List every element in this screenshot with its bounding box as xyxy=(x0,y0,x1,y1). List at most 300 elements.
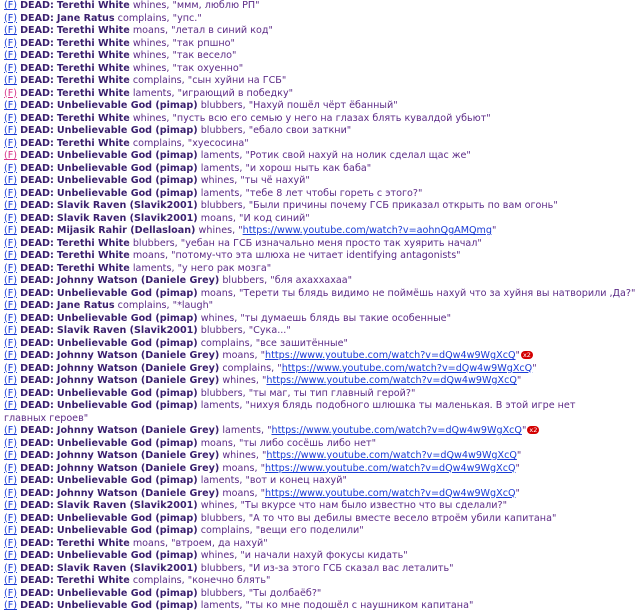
speaker-name: Johnny Watson (Daniele Grey) xyxy=(56,375,220,386)
dead-prefix: DEAD: xyxy=(20,200,54,211)
dead-prefix: DEAD: xyxy=(20,362,54,374)
dead-prefix: DEAD: xyxy=(20,300,54,311)
speaker-name: Terethi White xyxy=(56,75,130,86)
follow-link[interactable]: (F) xyxy=(4,587,18,599)
message-text: "ммм, люблю РП" xyxy=(172,0,260,11)
chat-message xyxy=(4,325,576,338)
message-text: "так охуенно" xyxy=(172,62,244,74)
chat-message xyxy=(4,225,576,238)
chat-message xyxy=(4,363,576,376)
dead-prefix: DEAD: xyxy=(20,475,54,486)
speaker-name: Unbelievable God (pimap) xyxy=(56,437,198,449)
dead-prefix: DEAD: xyxy=(20,525,54,536)
dead-prefix: DEAD: xyxy=(20,325,54,336)
speaker-name: Slavik Raven (Slavik2001) xyxy=(56,562,198,574)
chat-message xyxy=(4,200,576,213)
dead-prefix: DEAD: xyxy=(20,112,54,124)
message-text: "ты маг, ты тип главный герой?" xyxy=(248,387,416,399)
speech-verb: whines, xyxy=(200,175,238,186)
dead-prefix: DEAD: xyxy=(20,150,54,161)
dead-prefix: DEAD: xyxy=(20,250,54,261)
follow-link[interactable]: (F) xyxy=(4,350,18,361)
speech-verb: whines, xyxy=(200,500,238,511)
message-link[interactable]: https://www.youtube.com/watch?v=dQw4w9WgXcQ xyxy=(265,487,516,499)
follow-link[interactable]: (F) xyxy=(4,600,18,611)
speech-verb: blubbers, xyxy=(200,387,246,399)
message-text: "тебе 8 лет чтобы гореть с этого?" xyxy=(245,187,423,199)
dead-prefix: DEAD: xyxy=(20,50,54,61)
chat-message xyxy=(4,50,576,63)
speaker-name: Terethi White xyxy=(56,137,130,149)
speaker-name: Johnny Watson (Daniele Grey) xyxy=(56,362,220,374)
follow-link[interactable]: (F) xyxy=(4,500,18,511)
chat-message xyxy=(4,338,576,351)
chat-message xyxy=(4,250,576,263)
message-link[interactable]: https://www.youtube.com/watch?v=dQw4w9WgXcQ xyxy=(271,425,522,436)
chat-message xyxy=(4,475,576,488)
message-text: " xyxy=(262,375,267,386)
dead-prefix: DEAD: xyxy=(20,87,54,99)
chat-message xyxy=(4,313,576,326)
follow-link[interactable]: (F) xyxy=(4,312,18,324)
message-text: "втроем, да нахуй" xyxy=(171,537,268,549)
speech-verb: complains, xyxy=(117,300,170,311)
speaker-name: Terethi White xyxy=(56,62,130,74)
follow-link[interactable]: (F) xyxy=(4,75,18,86)
chat-message xyxy=(4,563,576,576)
chat-message xyxy=(4,163,576,176)
chat-message xyxy=(4,25,576,38)
follow-link[interactable]: (F) xyxy=(4,50,18,61)
dead-prefix: DEAD: xyxy=(20,287,54,299)
message-text: "Сука..." xyxy=(248,325,291,336)
speaker-name: Unbelievable God (pimap) xyxy=(56,187,198,199)
speaker-name: Unbelievable God (pimap) xyxy=(56,600,198,611)
speech-verb: moans, xyxy=(200,212,236,224)
follow-link[interactable]: (F) xyxy=(4,337,18,349)
message-text: "Ты вкурсе что нам было известно что вы сделали?" xyxy=(240,500,508,511)
message-text-end: " xyxy=(491,225,497,236)
message-link[interactable]: https://www.youtube.com/watch?v=dQw4w9WgXcQ xyxy=(281,362,533,374)
speech-verb: complains, xyxy=(132,137,185,149)
speech-verb: laments, xyxy=(132,87,175,99)
chat-message xyxy=(4,463,576,476)
speech-verb: blubbers, xyxy=(132,237,178,249)
message-text: "пусть всю его семью у него на глазах блять кувалдой убьют" xyxy=(172,112,491,124)
speech-verb: blubbers, xyxy=(200,562,246,574)
follow-link[interactable]: (F) xyxy=(4,525,18,536)
speaker-name: Johnny Watson (Daniele Grey) xyxy=(56,487,220,499)
follow-link[interactable]: (F) xyxy=(4,100,18,111)
speech-verb: whines, xyxy=(132,112,170,124)
dead-prefix: DEAD: xyxy=(20,37,54,49)
speech-verb: blubbers, xyxy=(200,512,246,524)
speech-verb: laments, xyxy=(200,600,243,611)
message-link[interactable]: https://www.youtube.com/watch?v=dQw4w9WgXcQ xyxy=(265,462,516,474)
follow-link[interactable]: (F) xyxy=(4,212,18,224)
dead-prefix: DEAD: xyxy=(20,262,54,274)
message-text: "хуесосина" xyxy=(187,137,249,149)
chat-message xyxy=(4,525,576,538)
follow-link[interactable]: (F) xyxy=(4,137,18,149)
follow-link[interactable]: (F) xyxy=(4,400,18,411)
message-text: "ты либо сосёшь либо нет" xyxy=(239,437,377,449)
follow-link[interactable]: (F) xyxy=(4,250,18,261)
dead-prefix: DEAD: xyxy=(20,537,54,549)
follow-link[interactable]: (F) xyxy=(4,125,18,136)
speech-verb: blubbers, xyxy=(200,100,246,111)
dead-prefix: DEAD: xyxy=(20,25,54,36)
chat-message xyxy=(4,538,576,551)
speaker-name: Unbelievable God (pimap) xyxy=(56,475,198,486)
message-text: "ты думаешь блядь вы такие особенные" xyxy=(240,312,451,324)
speaker-name: Terethi White xyxy=(56,37,130,49)
dead-prefix: DEAD: xyxy=(20,125,54,136)
speech-verb: whines, xyxy=(132,50,170,61)
dead-prefix: DEAD: xyxy=(20,62,54,74)
speaker-name: Terethi White xyxy=(56,537,130,549)
chat-message xyxy=(4,550,576,563)
speech-verb: complains, xyxy=(117,12,170,24)
speech-verb: blubbers, xyxy=(222,275,268,286)
message-text: "А то что вы дебилы вместе весело втроём убили капитана" xyxy=(248,512,557,524)
message-text: "Ты долбаёб?" xyxy=(248,587,322,599)
dead-prefix: DEAD: xyxy=(20,237,54,249)
chat-message xyxy=(4,575,576,588)
speech-verb: moans, xyxy=(200,287,236,299)
speech-verb: laments, xyxy=(200,162,243,174)
speaker-name: Unbelievable God (pimap) xyxy=(56,587,198,599)
chat-message xyxy=(4,75,576,88)
follow-link[interactable]: (F) xyxy=(4,175,18,186)
speaker-name: Terethi White xyxy=(56,87,130,99)
message-text-end: " xyxy=(515,487,520,499)
speech-verb: blubbers, xyxy=(200,587,246,599)
follow-link[interactable]: (F) xyxy=(4,462,18,474)
follow-link[interactable]: (F) xyxy=(4,25,18,36)
dead-prefix: DEAD: xyxy=(20,12,54,24)
speech-verb: laments, xyxy=(200,400,243,411)
speaker-name: Unbelievable God (pimap) xyxy=(56,337,198,349)
speaker-name: Slavik Raven (Slavik2001) xyxy=(56,325,198,336)
follow-link[interactable]: (F) xyxy=(4,187,18,199)
dead-prefix: DEAD: xyxy=(20,462,54,474)
speaker-name: Terethi White xyxy=(56,112,130,124)
speech-verb: whines, xyxy=(132,37,170,49)
speaker-name: Slavik Raven (Slavik2001) xyxy=(56,200,198,211)
speech-verb: blubbers, xyxy=(200,125,246,136)
speaker-name: Unbelievable God (pimap) xyxy=(56,400,198,411)
dead-prefix: DEAD: xyxy=(20,400,54,411)
message-text: "вот и конец нахуй" xyxy=(245,475,347,486)
chat-message xyxy=(4,500,576,513)
follow-link[interactable]: (F) xyxy=(4,437,18,449)
message-text: "Нахуй пошёл чёрт ёбанный" xyxy=(248,100,398,111)
speaker-name: Terethi White xyxy=(56,575,130,586)
speech-verb: moans, xyxy=(222,350,258,361)
message-link[interactable]: https://www.youtube.com/watch?v=dQw4w9WgXcQ xyxy=(266,375,517,386)
follow-link[interactable]: (F) xyxy=(4,87,18,99)
message-link[interactable]: https://www.youtube.com/watch?v=aohnQgAMQmg xyxy=(242,225,492,236)
follow-link[interactable]: (F) xyxy=(4,450,18,461)
chat-message xyxy=(4,425,576,438)
speaker-name: Unbelievable God (pimap) xyxy=(56,525,198,536)
speech-verb: whines, xyxy=(222,450,259,461)
message-text: " xyxy=(277,362,282,374)
chat-message xyxy=(4,38,576,51)
message-text: "Были причины почему ГСБ приказал открыть по вам огонь" xyxy=(248,200,558,211)
dead-prefix: DEAD: xyxy=(20,350,54,361)
speech-verb: whines, xyxy=(200,550,238,561)
speech-verb: whines, xyxy=(132,62,170,74)
speaker-name: Terethi White xyxy=(56,262,130,274)
message-text: "у него рак мозга" xyxy=(177,262,272,274)
dead-prefix: DEAD: xyxy=(20,487,54,499)
repeat-count-badge: x2 xyxy=(529,426,538,434)
speaker-name: Johnny Watson (Daniele Grey) xyxy=(56,350,220,361)
dead-prefix: DEAD: xyxy=(20,375,54,386)
message-text: "*laugh" xyxy=(172,300,214,311)
speech-verb: moans, xyxy=(222,487,258,499)
follow-link[interactable]: (F) xyxy=(4,275,18,286)
dead-prefix: DEAD: xyxy=(20,137,54,149)
message-text: " xyxy=(260,487,266,499)
follow-link[interactable]: (F) xyxy=(4,550,18,561)
speech-verb: moans, xyxy=(132,537,169,549)
dead-prefix: DEAD: xyxy=(20,587,54,599)
dead-prefix: DEAD: xyxy=(20,550,54,561)
speech-verb: moans, xyxy=(132,250,169,261)
dead-prefix: DEAD: xyxy=(20,500,54,511)
speaker-name: Unbelievable God (pimap) xyxy=(56,125,198,136)
dead-prefix: DEAD: xyxy=(20,100,54,111)
speaker-name: Terethi White xyxy=(56,237,130,249)
follow-link[interactable]: (F) xyxy=(4,200,18,211)
follow-link[interactable]: (F) xyxy=(4,150,18,161)
message-text-end: " xyxy=(515,350,520,361)
dead-prefix: DEAD: xyxy=(20,575,54,586)
speech-verb: laments, xyxy=(132,262,175,274)
follow-link[interactable]: (F) xyxy=(4,387,18,399)
message-text-end: " xyxy=(516,450,522,461)
follow-link[interactable]: (F) xyxy=(4,237,18,249)
dead-prefix: DEAD: xyxy=(20,275,54,286)
dead-prefix: DEAD: xyxy=(20,75,54,86)
follow-link[interactable]: (F) xyxy=(4,262,18,274)
chat-message xyxy=(4,263,576,276)
follow-link[interactable]: (F) xyxy=(4,0,18,11)
message-text-end: " xyxy=(532,362,537,374)
follow-link[interactable]: (F) xyxy=(4,62,18,74)
message-text: "ебало свои заткни" xyxy=(248,125,352,136)
speaker-name: Unbelievable God (pimap) xyxy=(56,287,198,299)
speaker-name: Johnny Watson (Daniele Grey) xyxy=(56,275,220,286)
chat-message xyxy=(4,138,576,151)
follow-link[interactable]: (F) xyxy=(4,487,18,499)
speaker-name: Terethi White xyxy=(56,250,130,261)
chat-message xyxy=(4,213,576,226)
message-text: "потому-что эта шлюха не читает identifying antagonists" xyxy=(171,250,461,261)
speaker-name: Unbelievable God (pimap) xyxy=(56,150,198,161)
speaker-name: Unbelievable God (pimap) xyxy=(56,162,198,174)
follow-link[interactable]: (F) xyxy=(4,37,18,49)
follow-link[interactable]: (F) xyxy=(4,112,18,124)
chat-message xyxy=(4,287,635,301)
message-text: " xyxy=(260,462,266,474)
dead-prefix: DEAD: xyxy=(20,175,54,186)
dead-prefix: DEAD: xyxy=(20,437,54,449)
speaker-name: Unbelievable God (pimap) xyxy=(56,100,198,111)
chat-message xyxy=(4,88,576,101)
chat-message xyxy=(4,375,576,388)
speaker-name: Terethi White xyxy=(56,25,130,36)
message-text: "конечно блять" xyxy=(187,575,271,586)
follow-link[interactable]: (F) xyxy=(4,162,18,174)
message-link[interactable]: https://www.youtube.com/watch?v=dQw4w9WgXcQ xyxy=(266,450,517,461)
speaker-name: Johnny Watson (Daniele Grey) xyxy=(56,462,220,474)
chat-message xyxy=(4,0,576,13)
dead-prefix: DEAD: xyxy=(20,600,54,611)
speech-verb: laments, xyxy=(200,150,243,161)
follow-link[interactable]: (F) xyxy=(4,300,18,311)
follow-link[interactable]: (F) xyxy=(4,425,18,436)
message-text: "вещи его поделили" xyxy=(255,525,364,536)
chat-message xyxy=(4,113,576,126)
message-text: "И из-за этого ГСБ сказал вас леталить" xyxy=(248,562,454,574)
chat-message xyxy=(4,100,576,113)
message-text: "играющий в победку" xyxy=(177,87,294,99)
speech-verb: laments, xyxy=(200,475,243,486)
message-text: "и начали нахуй фокусы кидать" xyxy=(240,550,408,561)
repeat-count-badge: x2 xyxy=(522,351,531,359)
message-text: " xyxy=(260,350,266,361)
dead-prefix: DEAD: xyxy=(20,0,54,11)
message-link[interactable]: https://www.youtube.com/watch?v=dQw4w9WgXcQ xyxy=(265,350,516,361)
speaker-name: Mijasik Rahir (Dellasloan) xyxy=(56,225,196,236)
chat-message xyxy=(4,588,576,601)
speaker-name: Terethi White xyxy=(56,50,130,61)
dead-prefix: DEAD: xyxy=(20,387,54,399)
chat-message xyxy=(4,188,576,201)
chat-message xyxy=(4,150,576,163)
follow-link[interactable]: (F) xyxy=(4,287,18,299)
chat-message xyxy=(4,350,576,363)
speaker-name: Jane Ratus xyxy=(56,300,115,311)
speech-verb: whines, xyxy=(198,225,236,236)
chat-message xyxy=(4,175,576,188)
speech-verb: laments, xyxy=(222,425,264,436)
dead-prefix: DEAD: xyxy=(20,337,54,349)
follow-link[interactable]: (F) xyxy=(4,562,18,574)
speech-verb: complains, xyxy=(132,575,185,586)
dead-prefix: DEAD: xyxy=(20,425,54,436)
speech-verb: complains, xyxy=(200,525,253,536)
speech-verb: blubbers, xyxy=(200,200,246,211)
dead-prefix: DEAD: xyxy=(20,212,54,224)
speech-verb: whines, xyxy=(200,312,238,324)
message-text: "нихуя блядь подобного шлюшка ты маленькая. В этой игре нет главных героев" xyxy=(4,400,576,424)
follow-link[interactable]: (F) xyxy=(4,362,18,374)
speech-verb: complains, xyxy=(222,362,275,374)
message-text: "ты чё нахуй" xyxy=(240,175,310,186)
speaker-name: Unbelievable God (pimap) xyxy=(56,175,198,186)
speaker-name: Johnny Watson (Daniele Grey) xyxy=(56,450,220,461)
message-text: "сын хуйни на ГСБ" xyxy=(187,75,287,86)
chat-message xyxy=(4,300,576,313)
message-text-end: " xyxy=(515,462,520,474)
speech-verb: moans, xyxy=(200,437,236,449)
chat-message xyxy=(4,275,576,288)
speaker-name: Slavik Raven (Slavik2001) xyxy=(56,500,198,511)
speech-verb: complains, xyxy=(132,75,185,86)
speech-verb: laments, xyxy=(200,187,243,199)
speech-verb: blubbers, xyxy=(200,325,246,336)
message-text: "Терети ты блядь видимо не поймёшь нахуй что за хуйня вы натворили ,Да?" xyxy=(239,287,635,299)
chat-message xyxy=(4,238,576,251)
message-text: " xyxy=(262,450,267,461)
follow-link[interactable]: (F) xyxy=(4,12,18,24)
chat-message xyxy=(4,438,576,451)
chat-message xyxy=(4,600,576,613)
message-text: "все зашитённые" xyxy=(255,337,348,349)
speaker-name: Slavik Raven (Slavik2001) xyxy=(56,212,198,224)
dead-prefix: DEAD: xyxy=(20,162,54,174)
chat-message xyxy=(4,13,576,26)
chat-message xyxy=(4,400,576,425)
message-text: "Ротик свой нахуй на нолик сделал щас же" xyxy=(245,150,471,161)
message-text: "упс." xyxy=(172,12,202,24)
speaker-name: Unbelievable God (pimap) xyxy=(56,550,198,561)
speech-verb: complains, xyxy=(200,337,253,349)
dead-prefix: DEAD: xyxy=(20,450,54,461)
speaker-name: Unbelievable God (pimap) xyxy=(56,387,198,399)
follow-link[interactable]: (F) xyxy=(4,575,18,586)
chat-message xyxy=(4,63,576,76)
message-text: "бля ахаххахаа" xyxy=(270,275,353,286)
follow-link[interactable]: (F) xyxy=(4,512,18,524)
message-text: "ты ко мне подошёл с наушником капитана" xyxy=(245,600,474,611)
dead-prefix: DEAD: xyxy=(20,312,54,324)
chat-message xyxy=(4,125,576,138)
message-text: "и хорош ныть как баба" xyxy=(245,162,372,174)
speech-verb: whines, xyxy=(222,375,259,386)
message-text: "И код синий" xyxy=(239,212,310,224)
follow-link[interactable]: (F) xyxy=(4,325,18,336)
chat-message xyxy=(4,488,576,501)
speech-verb: moans, xyxy=(132,25,169,36)
follow-link[interactable]: (F) xyxy=(4,475,18,486)
dead-prefix: DEAD: xyxy=(20,187,54,199)
follow-link[interactable]: (F) xyxy=(4,537,18,549)
message-text: "так весело" xyxy=(172,50,237,61)
chat-message xyxy=(4,450,576,463)
message-text: " xyxy=(238,225,243,236)
speaker-name: Unbelievable God (pimap) xyxy=(56,512,198,524)
message-text-end: " xyxy=(521,425,527,436)
speech-verb: moans, xyxy=(222,462,258,474)
message-text: "уебан на ГСБ изначально меня просто так хуярить начал" xyxy=(180,237,482,249)
speaker-name: Jane Ratus xyxy=(56,12,115,24)
dead-prefix: DEAD: xyxy=(20,512,54,524)
speaker-name: Johnny Watson (Daniele Grey) xyxy=(56,425,220,436)
chat-message xyxy=(4,513,576,526)
follow-link[interactable]: (F) xyxy=(4,225,18,236)
message-text-end: " xyxy=(516,375,522,386)
speaker-name: Unbelievable God (pimap) xyxy=(56,312,198,324)
speech-verb: whines, xyxy=(132,0,170,11)
follow-link[interactable]: (F) xyxy=(4,375,18,386)
dead-prefix: DEAD: xyxy=(20,562,54,574)
